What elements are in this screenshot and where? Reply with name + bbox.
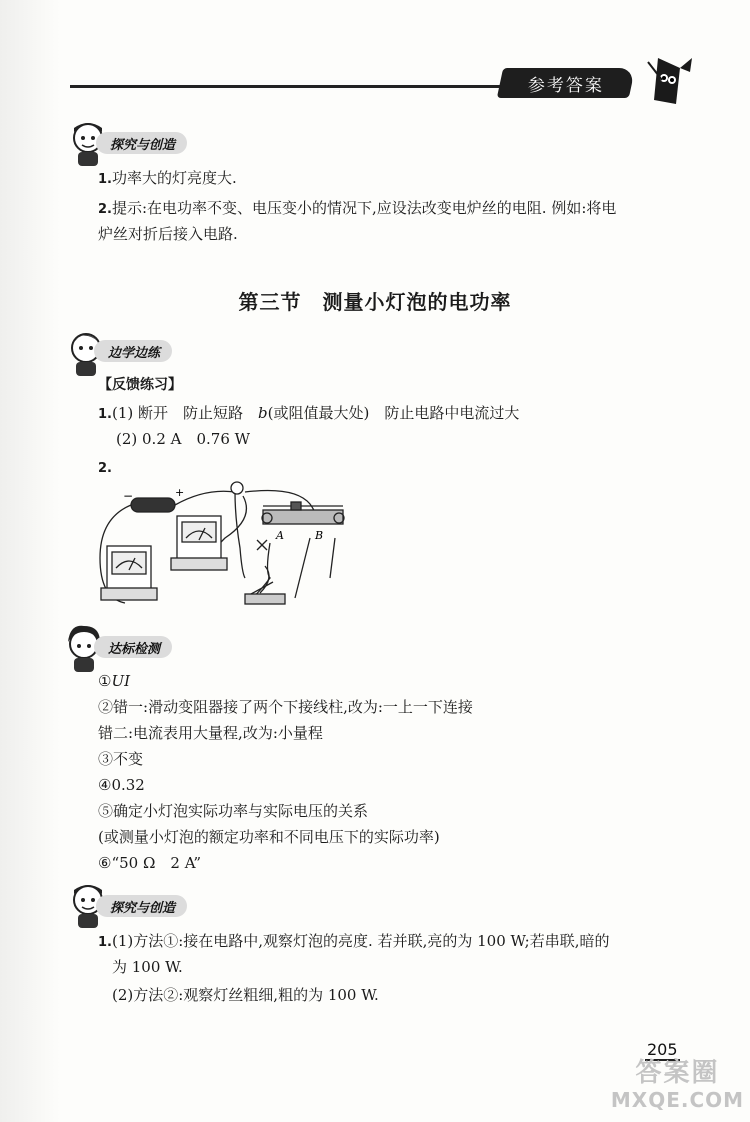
watermark-top: 答案圈 — [635, 1058, 720, 1088]
item-text: (1)方法①:接在电路中,观察灯泡的亮度. 若并联,亮的为 100 W;若串联,暗的 — [111, 932, 610, 950]
answer-line — [112, 956, 183, 978]
answer-line — [116, 428, 250, 450]
answer-line — [98, 774, 145, 796]
answer-line — [98, 167, 237, 191]
rheostat-icon — [263, 510, 343, 524]
lamp-icon — [231, 482, 243, 494]
item-text: 确定小灯泡实际功率与实际电压的关系 — [113, 802, 369, 820]
badge-label: 探究与创造 — [110, 137, 176, 153]
site-watermark — [610, 1058, 745, 1118]
item-text-italic: b — [258, 404, 268, 422]
watermark-bottom: MXQE.COM — [610, 1088, 745, 1112]
item-text: 为 100 W. — [112, 958, 183, 976]
item-number: 1. — [98, 172, 112, 187]
item-text: UI — [111, 672, 131, 690]
section-badge-check — [94, 636, 172, 658]
circuit-diagram — [95, 478, 355, 613]
answer-line — [98, 197, 616, 221]
item-mark: ③ — [98, 750, 114, 768]
page-number: 205 — [647, 1040, 678, 1059]
item-text: 不变 — [113, 750, 144, 768]
item-number: 2. — [98, 461, 112, 476]
battery-plus-label: + — [175, 486, 185, 499]
header-tab-label: 参考答案 — [528, 75, 604, 96]
badge-label: 达标检测 — [108, 641, 161, 657]
item-text: (或阻值最大处) 防止电路中电流过大 — [267, 404, 520, 422]
item-text: (2) 0.2 A 0.76 W — [116, 430, 251, 448]
section-badge-explore — [96, 132, 187, 154]
item-text: 提示:在电功率不变、电压变小的情况下,应设法改变电炉丝的电阻. 例如:将电 — [111, 199, 617, 217]
answer-line — [98, 402, 519, 426]
item-text: 炉丝对折后接入电路. — [98, 225, 238, 243]
pencil-mascot-icon — [640, 50, 700, 108]
answer-line — [98, 930, 609, 954]
subheading-feedback: 【反馈练习】 — [98, 377, 182, 393]
answer-line — [98, 696, 473, 718]
section-title: 第三节 测量小灯泡的电功率 — [238, 290, 512, 314]
answer-line — [98, 826, 440, 848]
item-mark: ⑥ — [98, 854, 112, 872]
item-text: 错一:滑动变阻器接了两个下接线柱,改为:一上一下连接 — [113, 698, 473, 716]
terminal-a-label: A — [276, 529, 284, 542]
item-mark: ② — [98, 698, 114, 716]
answer-line — [98, 223, 238, 245]
section-badge-learn — [94, 340, 172, 362]
item-mark: ④ — [98, 776, 112, 794]
page-gutter-shadow — [0, 0, 60, 1122]
item-text: (1) 断开 防止短路 — [111, 404, 259, 422]
item-number: 2. — [98, 202, 112, 217]
item-text: “50 Ω 2 A” — [111, 854, 202, 872]
answer-line — [98, 722, 323, 744]
section-badge-explore — [96, 895, 187, 917]
badge-label: 探究与创造 — [110, 900, 176, 916]
item-text: (2)方法②:观察灯丝粗细,粗的为 100 W. — [112, 986, 379, 1004]
answer-line — [98, 800, 368, 822]
header-rule — [70, 85, 510, 88]
item-text: (或测量小灯泡的额定功率和不同电压下的实际功率) — [98, 828, 440, 846]
battery-minus-label: − — [123, 489, 134, 503]
switch-icon — [245, 594, 285, 604]
item-text: 功率大的灯亮度大. — [111, 169, 237, 187]
terminal-b-label: B — [315, 529, 324, 542]
item-number: 1. — [98, 407, 112, 422]
item-text: 错二:电流表用大量程,改为:小量程 — [98, 724, 323, 742]
answer-line — [98, 670, 130, 692]
item-number: 1. — [98, 935, 112, 950]
answer-line — [112, 984, 379, 1006]
item-mark: ⑤ — [98, 802, 114, 820]
battery-icon — [131, 498, 175, 512]
item-mark: ① — [98, 672, 112, 690]
answer-line — [98, 852, 201, 874]
item-text: 0.32 — [111, 776, 145, 794]
header-tab — [497, 68, 635, 98]
answer-line — [98, 456, 112, 480]
badge-label: 边学边练 — [108, 345, 161, 361]
answer-line — [98, 748, 143, 770]
